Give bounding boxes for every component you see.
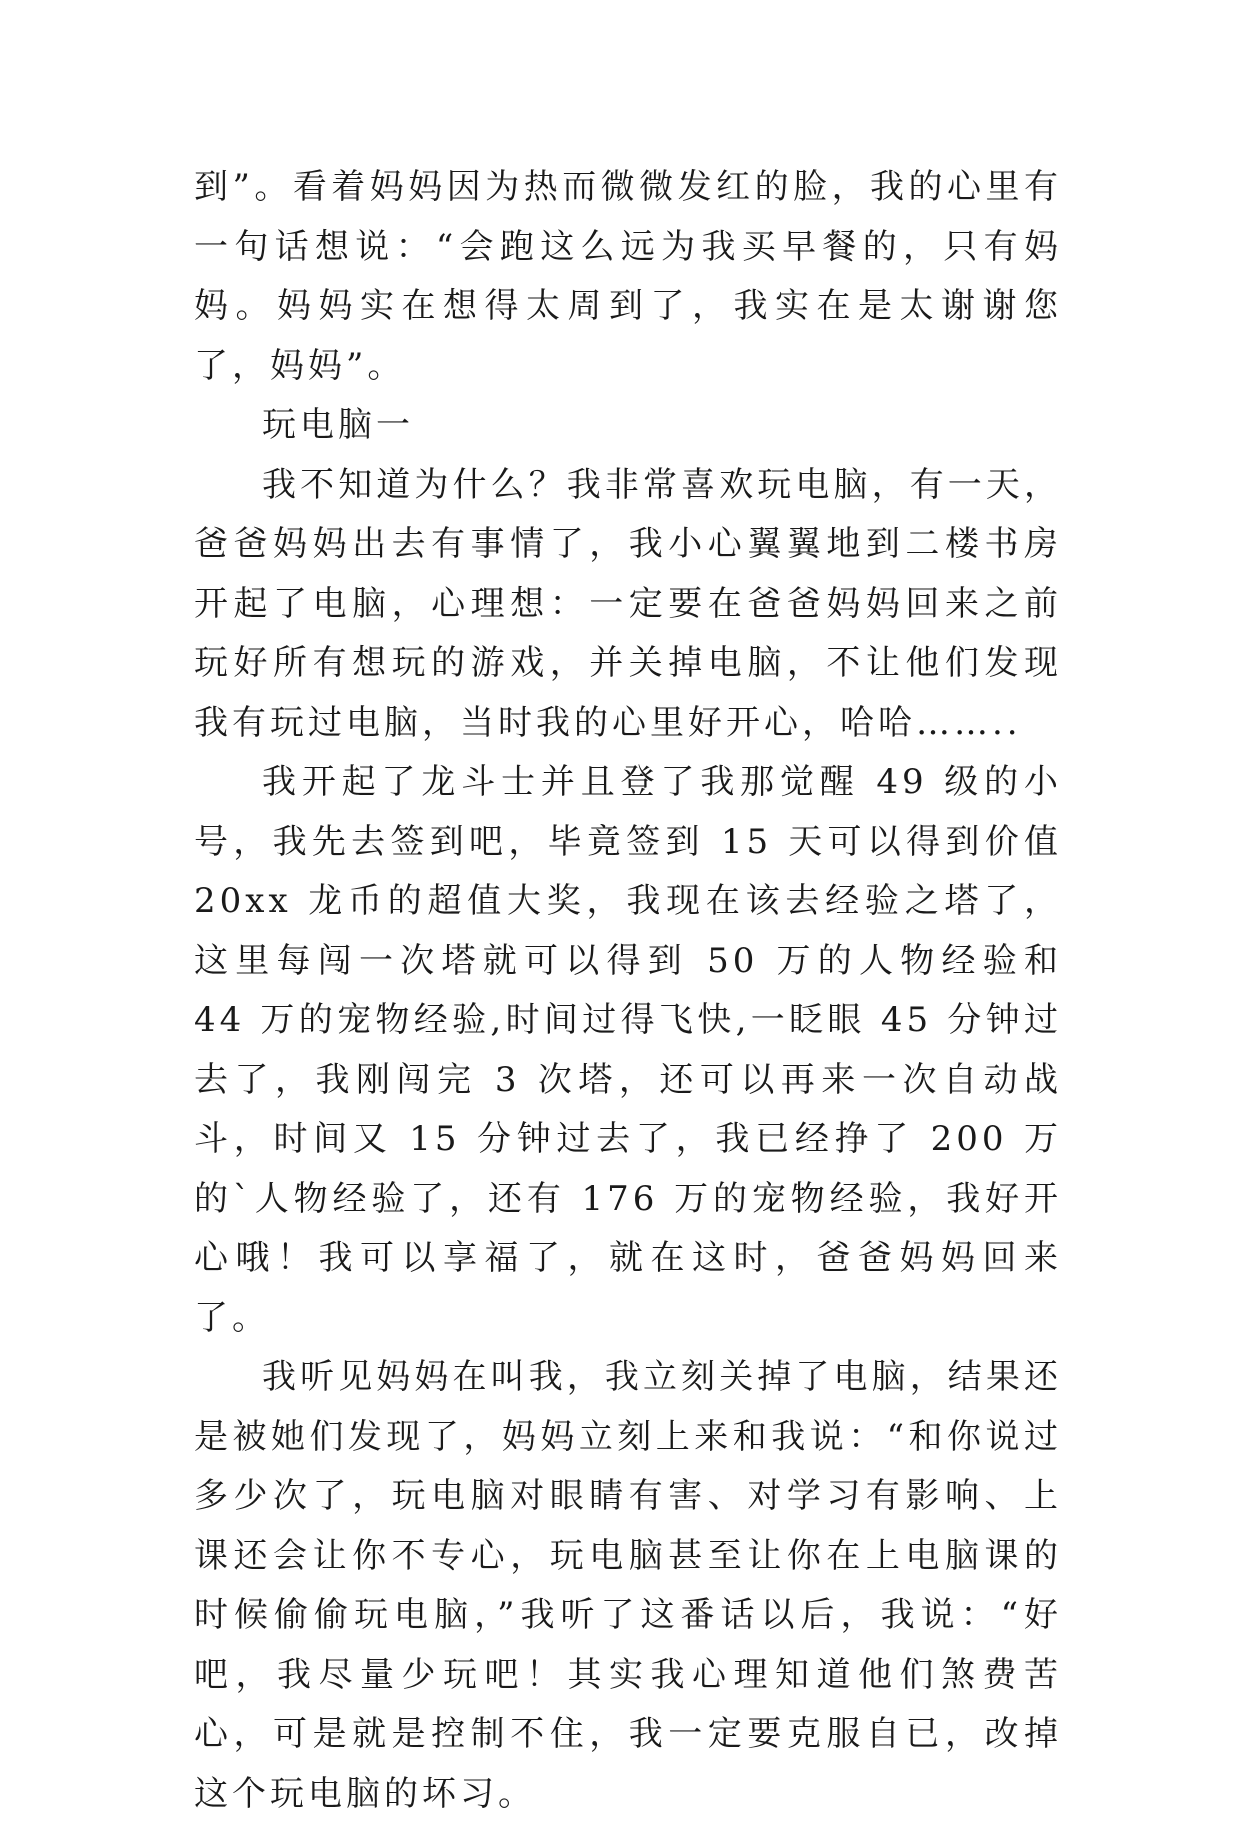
paragraph: 我开起了龙斗士并且登了我那觉醒 49 级的小号，我先去签到吧，毕竟签到 15 天可以得到价值 20xx 龙币的超值大奖，我现在该去经验之塔了，这里每闯一次塔就可以得到 50 万的人物经验和 44 万的宠物经验,时间过得飞快,一眨眼 45 分钟过去了，我刚闯完 3 次塔，还可以再来一次自动战斗，时间又 15 分钟过去了，我已经挣了 200 万的`人物经验了，还有 176 万的宠物经验，我好开心哦！我可以享福了，就在这时，爸爸妈妈回来了。 [194, 762, 1062, 1338]
section-heading: 玩电脑一 [262, 405, 414, 445]
paragraph-continuation: 到”。看着妈妈因为热而微微发红的脸，我的心里有一句话想说：“会跑这么远为我买早餐的，只有妈妈。妈妈实在想得太周到了，我实在是太谢谢您了，妈妈”。 [194, 167, 1062, 386]
paragraph: 我听见妈妈在叫我，我立刻关掉了电脑，结果还是被她们发现了，妈妈立刻上来和我说：“和你说过多少次了，玩电脑对眼睛有害、对学习有影响、上课还会让你不专心，玩电脑甚至让你在上电脑课的时候偷偷玩电脑，”我听了这番话以后，我说：“好吧，我尽量少玩吧！其实我心理知道他们煞费苦心，可是就是控制不住，我一定要克服自已，改掉这个玩电脑的坏习。 [194, 1357, 1062, 1814]
document-body [194, 158, 1062, 1824]
paragraph: 我不知道为什么？我非常喜欢玩电脑，有一天，爸爸妈妈出去有事情了，我小心翼翼地到二楼书房开起了电脑，心理想：一定要在爸爸妈妈回来之前玩好所有想玩的游戏，并关掉电脑，不让他们发现我有玩过电脑，当时我的心里好开心，哈哈…….. [194, 464, 1062, 743]
